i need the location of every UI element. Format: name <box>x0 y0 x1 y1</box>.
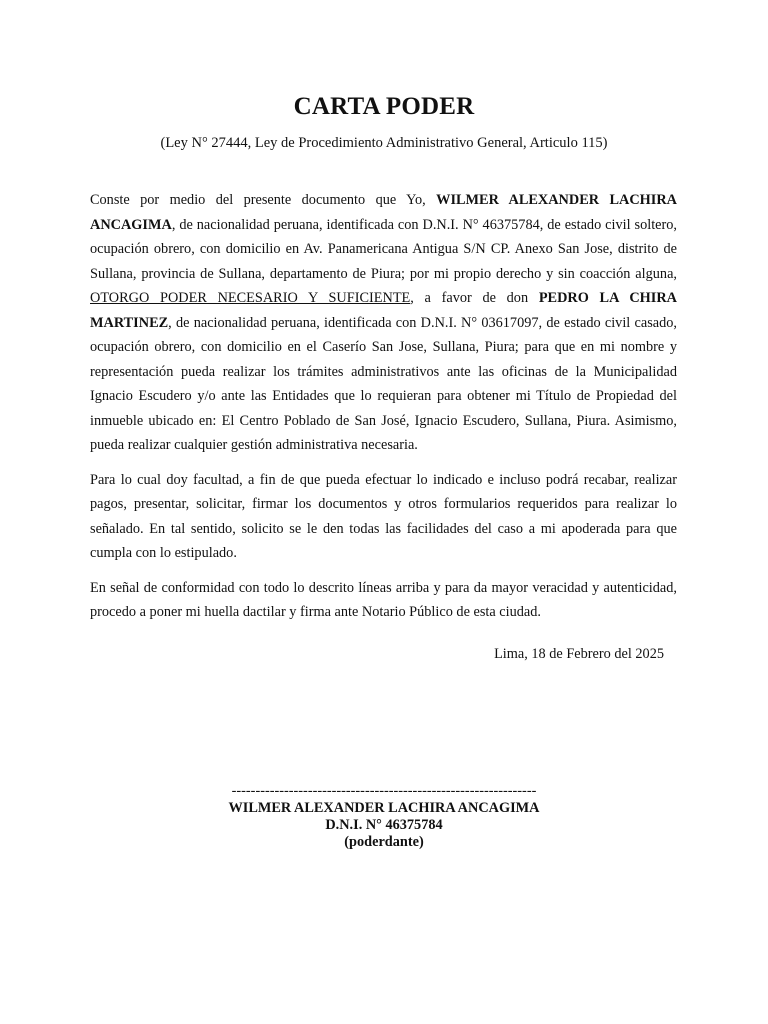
paragraph-grant-attorney-details: , de nacionalidad peruana, identificada con D.N.I. N° 03617097, de estado civil casado, ocupación obrero, con domicilio en el Caserío San Jose, Sullana, Piura; para que en mi nombre y representación pueda realizar los trámites administrativos ante las oficinas de la Municipalidad Ignacio Escudero y/o ante las Entidades que lo requieran para obtener mi Título de Propiedad del inmueble ubicado en: El Centro Poblado de San José, Ignacio Escudero, Sullana, Piura. Asimismo, pueda realizar cualquier gestión administrativa necesaria. <box>90 314 677 453</box>
signature-block <box>0 783 768 851</box>
paragraph-conformity: En señal de conformidad con todo lo descrito líneas arriba y para da mayor veracidad y autenticidad, procedo a poner mi huella dactilar y firma ante Notario Público de esta ciudad. <box>90 579 677 620</box>
document-subtitle: (Ley N° 27444, Ley de Procedimiento Administrativo General, Articulo 115) <box>160 135 608 151</box>
signature-name: WILMER ALEXANDER LACHIRA ANCAGIMA <box>228 800 540 816</box>
signature-dni: D.N.I. N° 46375784 <box>325 817 443 833</box>
signature-line: ---------------------------------------------------------------- <box>231 783 537 799</box>
paragraph-grant <box>90 188 677 458</box>
grantor-name: WILMER ALEXANDER LACHIRA ANCAGIMA <box>90 192 677 233</box>
grant-statement: OTORGO PODER NECESARIO Y SUFICIENTE <box>90 290 411 306</box>
signature-role: (poderdante) <box>344 834 424 850</box>
document-body <box>90 188 677 635</box>
document-title: CARTA PODER <box>293 93 475 120</box>
paragraph-grant-intro: Conste por medio del presente documento que Yo, <box>90 192 437 208</box>
paragraph-grant-favor: , a favor de don <box>410 290 539 306</box>
paragraph-faculties: Para lo cual doy facultad, a fin de que pueda efectuar lo indicado e incluso podrá recabar, realizar pagos, presentar, solicitar, firmar los documentos y otros formularios requeridos para realizar lo señalado. En tal sentido, solicito se le den todas las facilidades del caso a mi apoderada para que cumpla con lo estipulado. <box>90 471 677 561</box>
document-date: Lima, 18 de Febrero del 2025 <box>494 646 664 662</box>
paragraph-grant-grantor-details: , de nacionalidad peruana, identificada con D.N.I. N° 46375784, de estado civil soltero, ocupación obrero, con domicilio en Av. Panamericana Antigua S/N CP. Anexo San Jose, distrito de Sullana, provincia de Sullana, departamento de Piura; por mi propio derecho y sin coacción alguna, <box>90 216 677 282</box>
attorney-name: PEDRO LA CHIRA MARTINEZ <box>90 290 677 331</box>
